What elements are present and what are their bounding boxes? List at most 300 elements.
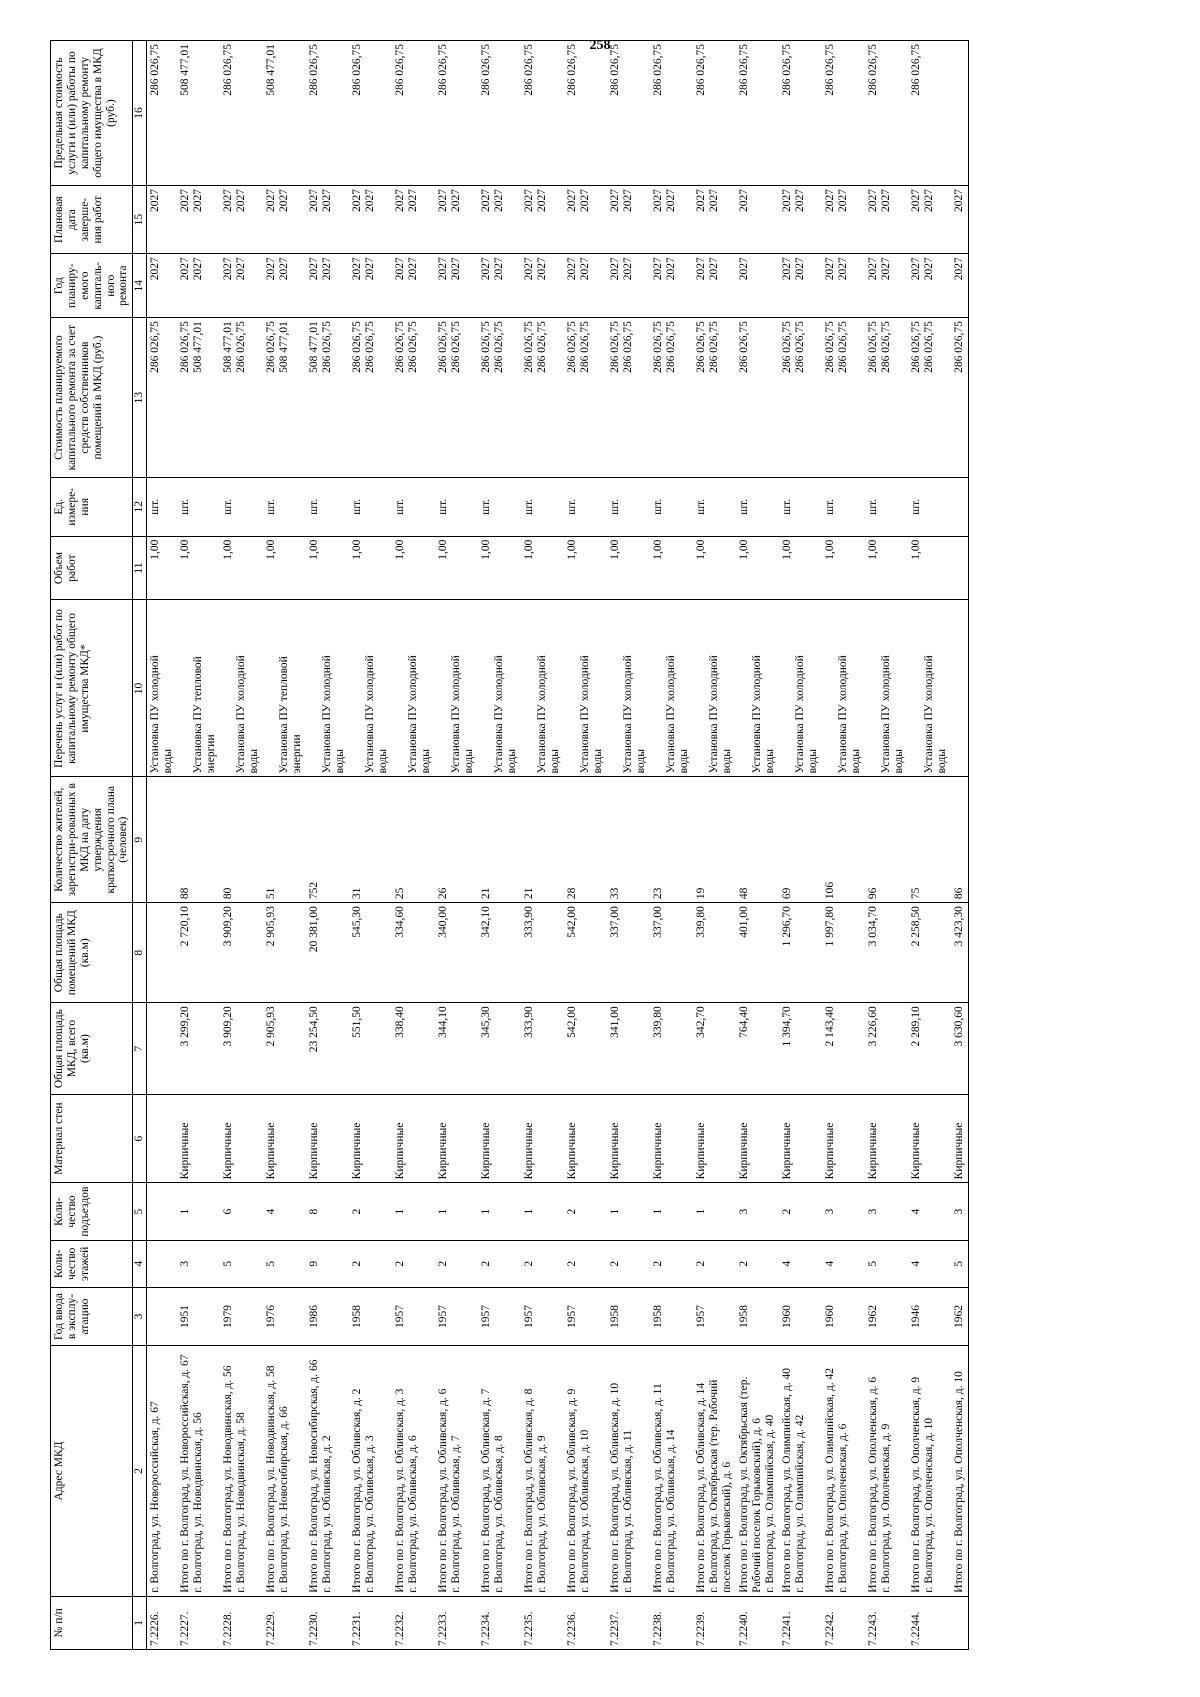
row-number: 7.2238. — [650, 1596, 693, 1649]
work-description: воды — [592, 749, 605, 774]
cost-limit: 508 477,01 — [177, 41, 220, 186]
planned-completion-date: 2027 — [235, 189, 248, 213]
table-row — [263, 41, 306, 1650]
resident-count: 752 — [306, 777, 349, 903]
planned-cost-cell — [865, 318, 908, 478]
address: Итого по г. Волгоград, ул. Обливская, д. 8 — [523, 1388, 536, 1593]
planned-cost: 286 026,75 — [536, 321, 549, 373]
work-description: Установка ПУ холодной — [579, 655, 592, 774]
unit-of-measure: шт. — [392, 477, 435, 536]
planned-repair-year: 2027 — [407, 257, 420, 281]
unit-of-measure: шт. — [908, 477, 951, 536]
work-volume: 1,00 — [564, 536, 607, 600]
work-description — [566, 604, 579, 774]
planned-completion-date-cell — [951, 186, 969, 254]
work-volume: 1,00 — [607, 536, 650, 600]
wall-material: Кирпичные — [220, 1094, 263, 1182]
commission-year: 1962 — [865, 1287, 908, 1346]
planned-completion-date-cell — [478, 186, 521, 254]
floor-count: 5 — [220, 1240, 263, 1287]
entrance-count: 1 — [478, 1183, 521, 1241]
row-number: 7.2232. — [392, 1596, 435, 1649]
work-description: воды — [334, 749, 347, 774]
commission-year: 1958 — [650, 1287, 693, 1346]
planned-cost: 286 026,75 — [351, 321, 364, 373]
premises-area: 337,00 — [607, 903, 650, 1003]
planned-repair-year-cell — [147, 254, 178, 318]
premises-area: 542,00 — [564, 903, 607, 1003]
column-header: Стоимость планируемого капитального ремонта за счет средств собственников помещений в МКД (руб.) — [51, 318, 133, 478]
planned-completion-date: 2027 — [738, 189, 751, 213]
planned-completion-date: 2027 — [351, 189, 364, 213]
work-description-cell — [306, 600, 349, 777]
work-volume: 1,00 — [908, 536, 951, 600]
planned-repair-year: 2027 — [523, 257, 536, 281]
wall-material — [147, 1094, 178, 1182]
column-number: 2 — [133, 1346, 147, 1596]
total-area: 2 143,40 — [822, 1003, 865, 1095]
work-volume: 1,00 — [650, 536, 693, 600]
planned-repair-year: 2027 — [437, 257, 450, 281]
column-number: 12 — [133, 477, 147, 536]
address: г. Волгоград, ул. Ополченская, д. 10 — [923, 1417, 936, 1593]
entrance-count — [147, 1183, 178, 1241]
planned-cost-cell — [693, 318, 736, 478]
work-description — [437, 604, 450, 774]
planned-cost: 286 026,75 — [265, 321, 278, 373]
resident-count — [147, 777, 178, 903]
planned-repair-year: 2027 — [536, 257, 549, 281]
table-row — [951, 41, 969, 1650]
planned-cost: 286 026,75 — [394, 321, 407, 373]
planned-cost: 286 026,75 — [880, 321, 893, 373]
row-number — [951, 1596, 969, 1649]
work-volume: 1,00 — [478, 536, 521, 600]
planned-repair-year-cell — [564, 254, 607, 318]
wall-material: Кирпичные — [435, 1094, 478, 1182]
work-description: энергии — [205, 734, 218, 774]
wall-material: Кирпичные — [693, 1094, 736, 1182]
work-volume: 1,00 — [865, 536, 908, 600]
planned-cost-cell — [607, 318, 650, 478]
planned-completion-date-cell — [306, 186, 349, 254]
work-description: Установка ПУ холодной — [407, 655, 420, 774]
address: Итого по г. Волгоград, ул. Обливская, д. 3 — [394, 1388, 407, 1593]
rotated-table-container — [50, 40, 1170, 1650]
planned-repair-year: 2027 — [450, 257, 463, 281]
commission-year: 1958 — [349, 1287, 392, 1346]
address: Итого по г. Волгоград, ул. Обливская, д. 7 — [480, 1388, 493, 1593]
floor-count — [147, 1240, 178, 1287]
address: Итого по г. Волгоград, ул. Новодвинская, д. 56 — [222, 1365, 235, 1593]
work-description: воды — [807, 749, 820, 774]
work-description — [867, 604, 880, 774]
planned-completion-date: 2027 — [321, 189, 334, 213]
work-description-cell — [951, 600, 969, 777]
premises-area: 333,90 — [521, 903, 564, 1003]
address: г. Волгоград, ул. Октябрьская (тер. Рабочий поселок Горьковский), д. 6 — [708, 1379, 733, 1593]
work-description: воды — [893, 749, 906, 774]
premises-area: 2 905,93 — [263, 903, 306, 1003]
premises-area: 20 381,00 — [306, 903, 349, 1003]
column-header: Год ввода в эксплу-атацию — [51, 1287, 133, 1346]
entrance-count: 8 — [306, 1183, 349, 1241]
address-cell — [736, 1346, 779, 1596]
premises-area: 342,10 — [478, 903, 521, 1003]
planned-repair-year-cell — [693, 254, 736, 318]
planned-cost: 286 026,75 — [708, 321, 721, 373]
planned-cost: 286 026,75 — [450, 321, 463, 373]
commission-year: 1946 — [908, 1287, 951, 1346]
resident-count: 21 — [521, 777, 564, 903]
planned-completion-date-cell — [908, 186, 951, 254]
floor-count: 9 — [306, 1240, 349, 1287]
table-row — [177, 41, 220, 1650]
work-description: Установка ПУ холодной — [794, 655, 807, 774]
table-row — [392, 41, 435, 1650]
planned-completion-date-cell — [564, 186, 607, 254]
page-number: 258 — [589, 38, 611, 53]
total-area: 341,00 — [607, 1003, 650, 1095]
unit-of-measure: шт. — [607, 477, 650, 536]
column-header: Материал стен — [51, 1094, 133, 1182]
premises-area: 2 720,10 — [177, 903, 220, 1003]
planned-completion-date: 2027 — [708, 189, 721, 213]
planned-cost: 286 026,75 — [738, 321, 751, 373]
planned-repair-year-cell — [521, 254, 564, 318]
floor-count: 2 — [607, 1240, 650, 1287]
commission-year: 1976 — [263, 1287, 306, 1346]
address: г. Волгоград, ул. Обливская, д. 11 — [622, 1430, 635, 1593]
column-number: 10 — [133, 600, 147, 777]
planned-completion-date-cell — [263, 186, 306, 254]
work-description: Установка ПУ холодной — [364, 655, 377, 774]
row-number: 7.2233. — [435, 1596, 478, 1649]
commission-year: 1958 — [736, 1287, 779, 1346]
work-description: Установка ПУ холодной — [536, 655, 549, 774]
wall-material: Кирпичные — [564, 1094, 607, 1182]
work-description: воды — [850, 749, 863, 774]
unit-of-measure: шт. — [306, 477, 349, 536]
address: Итого по г. Волгоград, ул. Обливская, д. 2 — [351, 1388, 364, 1593]
premises-area: 334,60 — [392, 903, 435, 1003]
planned-completion-date: 2027 — [781, 189, 794, 213]
address: г. Волгоград, ул. Новодвинская, д. 56 — [192, 1412, 205, 1593]
row-number: 7.2240. — [736, 1596, 779, 1649]
work-description: воды — [420, 749, 433, 774]
planned-completion-date-cell — [392, 186, 435, 254]
planned-repair-year: 2027 — [278, 257, 291, 281]
planned-repair-year: 2027 — [708, 257, 721, 281]
floor-count: 2 — [392, 1240, 435, 1287]
address: Итого по г. Волгоград, ул. Обливская, д. 14 — [695, 1382, 708, 1593]
planned-completion-date: 2027 — [265, 189, 278, 213]
planned-cost: 508 477,01 — [308, 321, 321, 373]
resident-count: 26 — [435, 777, 478, 903]
planned-completion-date-cell — [865, 186, 908, 254]
entrance-count: 1 — [693, 1183, 736, 1241]
commission-year: 1957 — [693, 1287, 736, 1346]
total-area: 3 299,20 — [177, 1003, 220, 1095]
resident-count: 75 — [908, 777, 951, 903]
unit-of-measure: шт. — [521, 477, 564, 536]
table-row — [220, 41, 263, 1650]
column-number: 6 — [133, 1094, 147, 1182]
planned-cost: 286 026,75 — [437, 321, 450, 373]
column-number-row — [133, 41, 147, 1650]
unit-of-measure: шт. — [147, 477, 178, 536]
entrance-count: 3 — [822, 1183, 865, 1241]
address-cell — [478, 1346, 521, 1596]
planned-completion-date: 2027 — [953, 189, 966, 213]
column-header: Коли-чество этажей — [51, 1240, 133, 1287]
cost-limit: 286 026,75 — [220, 41, 263, 186]
column-number: 5 — [133, 1183, 147, 1241]
work-description: Установка ПУ холодной — [450, 655, 463, 774]
work-description — [738, 604, 751, 774]
row-number: 7.2237. — [607, 1596, 650, 1649]
premises-area: 3 909,20 — [220, 903, 263, 1003]
wall-material: Кирпичные — [865, 1094, 908, 1182]
column-number: 9 — [133, 777, 147, 903]
work-description-cell — [908, 600, 951, 777]
planned-cost: 508 477,01 — [222, 321, 235, 373]
wall-material: Кирпичные — [951, 1094, 969, 1182]
entrance-count: 2 — [564, 1183, 607, 1241]
unit-of-measure: шт. — [177, 477, 220, 536]
planned-completion-date: 2027 — [837, 189, 850, 213]
cost-limit: 286 026,75 — [693, 41, 736, 186]
planned-repair-year: 2027 — [867, 257, 880, 281]
address: г. Волгоград, ул. Обливская, д. 7 — [450, 1435, 463, 1593]
work-description: воды — [678, 749, 691, 774]
work-description — [910, 604, 923, 774]
address-cell — [306, 1346, 349, 1596]
planned-repair-year: 2027 — [579, 257, 592, 281]
work-description-cell — [779, 600, 822, 777]
address: Итого по г. Волгоград, ул. Октябрьская (тер. Рабочий поселок Горьковский), д. 6 — [738, 1376, 763, 1593]
total-area: 23 254,50 — [306, 1003, 349, 1095]
planned-completion-date-cell — [607, 186, 650, 254]
planned-cost: 286 026,75 — [480, 321, 493, 373]
planned-completion-date: 2027 — [695, 189, 708, 213]
planned-completion-date: 2027 — [622, 189, 635, 213]
planned-cost-cell — [736, 318, 779, 478]
planned-completion-date: 2027 — [192, 189, 205, 213]
floor-count: 3 — [177, 1240, 220, 1287]
planned-cost: 286 026,75 — [321, 321, 334, 373]
planned-cost: 286 026,75 — [695, 321, 708, 373]
column-number: 15 — [133, 186, 147, 254]
work-description — [781, 604, 794, 774]
planned-cost: 286 026,75 — [665, 321, 678, 373]
column-header: № п/п — [51, 1596, 133, 1649]
address-cell — [349, 1346, 392, 1596]
entrance-count: 1 — [650, 1183, 693, 1241]
address-cell — [822, 1346, 865, 1596]
cost-limit: 286 026,75 — [435, 41, 478, 186]
planned-repair-year-cell — [349, 254, 392, 318]
planned-completion-date: 2027 — [824, 189, 837, 213]
planned-repair-year: 2027 — [781, 257, 794, 281]
entrance-count: 1 — [607, 1183, 650, 1241]
planned-completion-date-cell — [147, 186, 178, 254]
table-row — [822, 41, 865, 1650]
work-description: воды — [162, 749, 175, 774]
planned-repair-year: 2027 — [179, 257, 192, 281]
planned-cost-cell — [564, 318, 607, 478]
unit-of-measure: шт. — [220, 477, 263, 536]
work-description: воды — [764, 749, 777, 774]
floor-count: 2 — [650, 1240, 693, 1287]
cost-limit: 508 477,01 — [263, 41, 306, 186]
wall-material: Кирпичные — [349, 1094, 392, 1182]
table-row — [147, 41, 178, 1650]
work-description: Установка ПУ холодной — [665, 655, 678, 774]
cost-limit: 286 026,75 — [908, 41, 951, 186]
entrance-count: 4 — [263, 1183, 306, 1241]
work-description — [652, 604, 665, 774]
commission-year: 1960 — [822, 1287, 865, 1346]
address-cell — [263, 1346, 306, 1596]
cost-limit: 286 026,75 — [349, 41, 392, 186]
column-number: 16 — [133, 41, 147, 186]
planned-cost: 286 026,75 — [609, 321, 622, 373]
unit-of-measure: шт. — [263, 477, 306, 536]
address: Итого по г. Волгоград, ул. Обливская, д. 6 — [437, 1388, 450, 1593]
floor-count: 2 — [564, 1240, 607, 1287]
floor-count: 2 — [349, 1240, 392, 1287]
work-volume: 1,00 — [521, 536, 564, 600]
premises-area — [147, 903, 178, 1003]
planned-repair-year: 2027 — [222, 257, 235, 281]
address: г. Волгоград, ул. Обливская, д. 14 — [665, 1429, 678, 1593]
resident-count: 28 — [564, 777, 607, 903]
commission-year: 1957 — [435, 1287, 478, 1346]
planned-completion-date: 2027 — [437, 189, 450, 213]
planned-cost: 286 026,75 — [794, 321, 807, 373]
column-header: Год планиру-емого капиталь-ного ремонта — [51, 254, 133, 318]
unit-of-measure: шт. — [650, 477, 693, 536]
wall-material: Кирпичные — [779, 1094, 822, 1182]
row-number: 7.2234. — [478, 1596, 521, 1649]
planned-cost: 508 477,01 — [278, 321, 291, 373]
commission-year: 1986 — [306, 1287, 349, 1346]
planned-completion-date: 2027 — [867, 189, 880, 213]
total-area: 338,40 — [392, 1003, 435, 1095]
total-area: 2 289,10 — [908, 1003, 951, 1095]
work-description — [179, 604, 192, 774]
planned-cost: 286 026,75 — [149, 321, 162, 373]
cost-limit: 286 026,75 — [306, 41, 349, 186]
planned-completion-date: 2027 — [149, 189, 162, 213]
column-number: 14 — [133, 254, 147, 318]
unit-of-measure: шт. — [779, 477, 822, 536]
planned-cost: 286 026,75 — [179, 321, 192, 373]
planned-completion-date: 2027 — [407, 189, 420, 213]
premises-area: 2 258,50 — [908, 903, 951, 1003]
address: г. Волгоград, ул. Ополченская, д. 9 — [880, 1423, 893, 1593]
column-header: Плановая дата заверше-ния работ — [51, 186, 133, 254]
work-description: воды — [463, 749, 476, 774]
planned-completion-date-cell — [693, 186, 736, 254]
planned-cost: 286 026,75 — [493, 321, 506, 373]
work-description-cell — [435, 600, 478, 777]
cost-limit: 286 026,75 — [521, 41, 564, 186]
row-number: 7.2235. — [521, 1596, 564, 1649]
row-number: 7.2227. — [177, 1596, 220, 1649]
planned-repair-year: 2027 — [321, 257, 334, 281]
total-area: 3 226,60 — [865, 1003, 908, 1095]
work-description-cell — [521, 600, 564, 777]
work-description: Установка ПУ холодной — [708, 655, 721, 774]
column-header: Объем работ — [51, 536, 133, 600]
row-number: 7.2231. — [349, 1596, 392, 1649]
unit-of-measure: шт. — [478, 477, 521, 536]
work-description-cell — [693, 600, 736, 777]
entrance-count: 3 — [736, 1183, 779, 1241]
table-row — [435, 41, 478, 1650]
planned-cost: 508 477,01 — [192, 321, 205, 373]
address: г. Волгоград, ул. Ополченская, д. 6 — [837, 1423, 850, 1593]
work-description: воды — [549, 749, 562, 774]
work-description: воды — [506, 749, 519, 774]
work-description — [953, 604, 966, 774]
floor-count: 4 — [779, 1240, 822, 1287]
resident-count: 48 — [736, 777, 779, 903]
address: Итого по г. Волгоград, ул. Олимпийская, д. 42 — [824, 1368, 837, 1593]
work-volume — [951, 536, 969, 600]
wall-material: Кирпичные — [650, 1094, 693, 1182]
cost-limit: 286 026,75 — [736, 41, 779, 186]
row-number: 7.2236. — [564, 1596, 607, 1649]
capital-repair-table — [50, 40, 969, 1650]
planned-completion-date-cell — [177, 186, 220, 254]
address-cell — [951, 1346, 969, 1596]
row-number: 7.2230. — [306, 1596, 349, 1649]
planned-cost-cell — [908, 318, 951, 478]
resident-count: 31 — [349, 777, 392, 903]
planned-cost-cell — [478, 318, 521, 478]
table-row — [908, 41, 951, 1650]
table-row — [306, 41, 349, 1650]
table-row — [650, 41, 693, 1650]
planned-repair-year: 2027 — [235, 257, 248, 281]
column-header: Адрес МКД — [51, 1346, 133, 1596]
work-description: Установка ПУ холодной — [622, 655, 635, 774]
floor-count: 2 — [478, 1240, 521, 1287]
commission-year: 1957 — [564, 1287, 607, 1346]
planned-cost: 286 026,75 — [781, 321, 794, 373]
premises-area: 545,30 — [349, 903, 392, 1003]
work-description — [609, 604, 622, 774]
work-description — [308, 604, 321, 774]
planned-completion-date: 2027 — [794, 189, 807, 213]
address: Итого по г. Волгоград, ул. Ополченская, д. 6 — [867, 1376, 880, 1593]
planned-repair-year-cell — [306, 254, 349, 318]
commission-year: 1962 — [951, 1287, 969, 1346]
planned-completion-date: 2027 — [880, 189, 893, 213]
wall-material: Кирпичные — [521, 1094, 564, 1182]
address: г. Волгоград, ул. Обливская, д. 9 — [536, 1435, 549, 1593]
column-header: Количество жителей, зарегистри-рованных в МКД на дату утверждения краткосрочного плана (человек) — [51, 777, 133, 903]
premises-area: 401,00 — [736, 903, 779, 1003]
wall-material: Кирпичные — [908, 1094, 951, 1182]
work-volume: 1,00 — [693, 536, 736, 600]
address-cell — [650, 1346, 693, 1596]
planned-repair-year: 2027 — [566, 257, 579, 281]
address: Итого по г. Волгоград, ул. Олимпийская, д. 40 — [781, 1368, 794, 1593]
